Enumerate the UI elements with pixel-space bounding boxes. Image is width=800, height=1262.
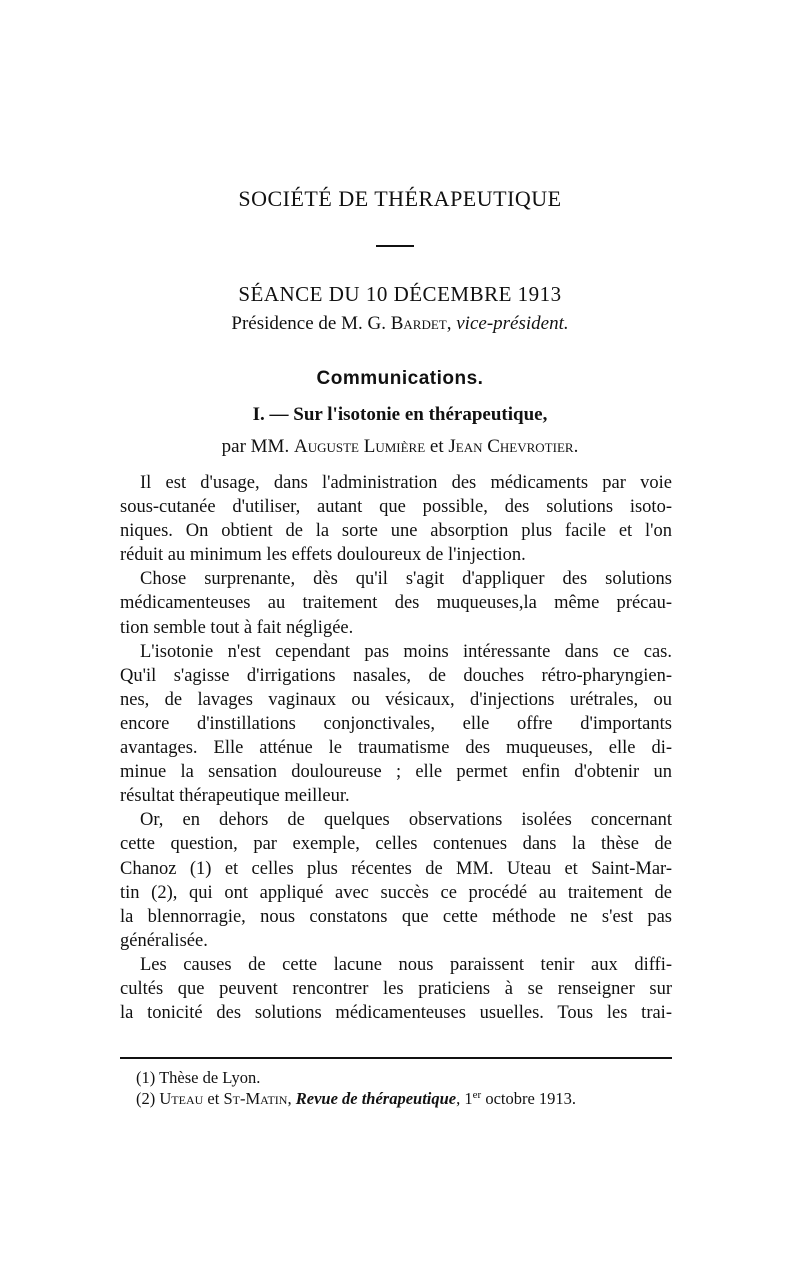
body-line: la tonicité des solutions médicamenteuses usuelles. Tous les trai-: [120, 1003, 672, 1024]
body-line: tion semble tout à fait négligée.: [120, 617, 354, 638]
section-title: I. — Sur l'isotonie en thérapeutique,: [252, 404, 548, 425]
presidence-sep: ,: [446, 313, 457, 334]
footnote-rule: [120, 1057, 672, 1059]
body-line: résultat thérapeutique meilleur.: [120, 786, 350, 807]
author-lumiere: Auguste Lumière: [293, 436, 426, 457]
body-line: L'isotonie n'est cependant pas moins intéressante dans ce cas.: [140, 641, 672, 662]
footnote-2-date: octobre 1913.: [481, 1089, 577, 1108]
presidence-name: Bardet: [390, 313, 447, 334]
footnote-2-number: (2): [136, 1089, 160, 1108]
body-line: la blennorragie, nous constatons que cette méthode ne s'est pas: [120, 906, 672, 927]
footnote-2-sep2: , 1: [456, 1089, 473, 1108]
body-line: cette question, par exemple, celles contenues dans la thèse de: [120, 834, 672, 855]
body-line: médicamenteuses au traitement des muqueuses,la même précau-: [120, 593, 672, 614]
body-line: Les causes de cette lacune nous paraissent tenir aux diffi-: [140, 954, 672, 975]
presidence-line: [0, 313, 800, 335]
body-line: Chose surprenante, dès qu'il s'agit d'appliquer des solutions: [140, 569, 672, 590]
society-title: SOCIÉTÉ DE THÉRAPEUTIQUE: [238, 186, 562, 211]
seance-heading: SÉANCE DU 10 DÉCEMBRE 1913: [238, 282, 562, 306]
byline-prefix: par MM.: [221, 436, 294, 457]
footnote-2-journal: Revue de thérapeutique: [295, 1089, 457, 1108]
footnote-2-superscript: er: [472, 1089, 482, 1101]
body-text: [120, 471, 672, 1025]
byline-and: et: [425, 436, 449, 457]
body-line: niques. On obtient de la sorte une absorption plus facile et l'on: [120, 521, 672, 542]
body-line: généralisée.: [120, 930, 208, 951]
presidence-role: vice-président.: [456, 313, 569, 334]
footnotes: [136, 1067, 676, 1109]
footnote-1: (1) Thèse de Lyon.: [136, 1068, 261, 1087]
body-line: Chanoz (1) et celles plus récentes de MM. Uteau et Saint-Mar-: [120, 858, 672, 879]
footnote-2-author-uteau: Uteau: [159, 1089, 204, 1108]
footnote-2-et: et: [203, 1089, 224, 1108]
body-line: encore d'instillations conjonctivales, elle offre d'importants: [120, 713, 672, 734]
byline: [0, 436, 800, 458]
body-line: Il est d'usage, dans l'administration des médicaments par voie: [140, 473, 672, 493]
body-line: Qu'il s'agisse d'irrigations nasales, de douches rétro-pharyngien-: [120, 665, 672, 686]
title-rule: [376, 245, 414, 247]
body-line: Or, en dehors de quelques observations isolées concernant: [140, 810, 672, 831]
footnote-2: [136, 1088, 676, 1109]
body-line: minue la sensation douloureuse ; elle permet enfin d'obtenir un: [120, 762, 672, 783]
communications-heading: Communications.: [316, 368, 484, 389]
presidence-prefix: Présidence de M. G.: [231, 313, 391, 334]
footnote-2-sep: ,: [287, 1089, 296, 1108]
body-line: tin (2), qui ont appliqué avec succès ce procédé au traitement de: [120, 882, 672, 903]
author-chevrotier: Jean Chevrotier: [448, 436, 574, 457]
body-line: avantages. Elle atténue le traumatisme des muqueuses, elle di-: [120, 738, 672, 759]
body-line: sous-cutanée d'utiliser, autant que possible, des solutions isoto-: [120, 497, 672, 518]
footnote-2-author-matin: St-Matin: [223, 1089, 288, 1108]
body-line: cultés que peuvent rencontrer les praticiens à se renseigner sur: [120, 978, 672, 999]
body-line: réduit au minimum les effets douloureux de l'injection.: [120, 545, 526, 566]
byline-end: .: [573, 436, 579, 457]
body-line: nes, de lavages vaginaux ou vésicaux, d'injections urétrales, ou: [120, 689, 672, 710]
